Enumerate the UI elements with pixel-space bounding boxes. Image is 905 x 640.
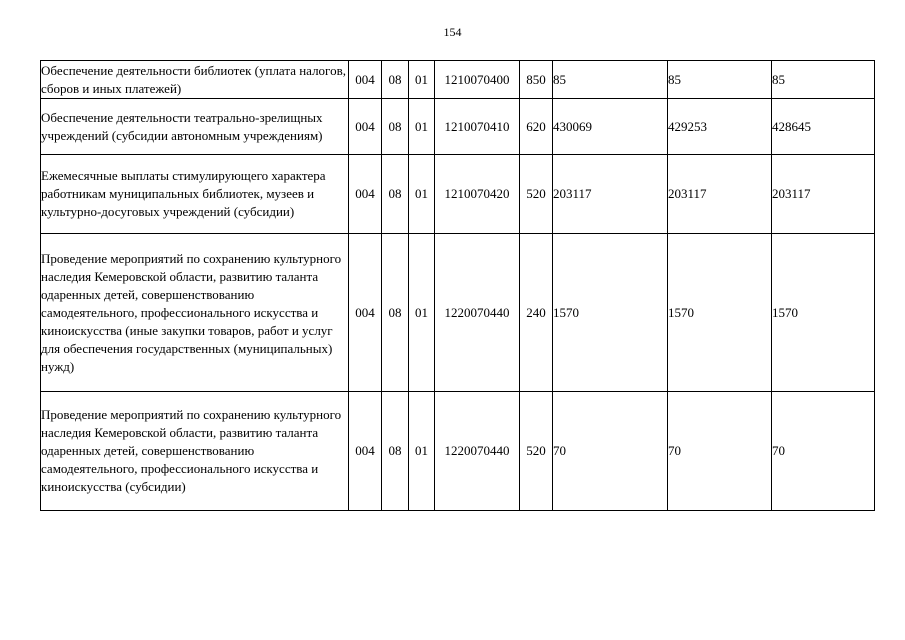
row-name-cell: Проведение мероприятий по сохранению культурного наследия Кемеровской области, развитию таланта одаренных детей, совершенствованию самодеятельного, профессионального искусства и киноискусства (иные закупки товаров, работ и услуг для обеспечения государственных (муниципальных) нужд) [41, 234, 349, 392]
subsection-code-cell: 01 [409, 234, 435, 392]
grbs-code-cell: 004 [349, 234, 382, 392]
amount-year2-cell: 1570 [668, 234, 772, 392]
section-code-cell: 08 [382, 155, 409, 234]
expense-type-cell: 520 [520, 392, 553, 511]
amount-year2-cell: 85 [668, 61, 772, 99]
row-name-cell: Проведение мероприятий по сохранению культурного наследия Кемеровской области, развитию таланта одаренных детей, совершенствованию самодеятельного, профессионального искусства и киноискусства (субсидии) [41, 392, 349, 511]
amount-year1-cell: 85 [553, 61, 668, 99]
amount-year1-cell: 1570 [553, 234, 668, 392]
amount-year3-cell: 70 [772, 392, 875, 511]
budget-table [40, 60, 875, 511]
amount-year1-cell: 70 [553, 392, 668, 511]
expense-type-cell: 240 [520, 234, 553, 392]
target-article-cell: 1210070400 [435, 61, 520, 99]
grbs-code-cell: 004 [349, 392, 382, 511]
row-name-cell: Обеспечение деятельности библиотек (уплата налогов, сборов и иных платежей) [41, 61, 349, 99]
subsection-code-cell: 01 [409, 392, 435, 511]
expense-type-cell: 520 [520, 155, 553, 234]
page-number: 154 [443, 25, 462, 39]
amount-year1-cell: 203117 [553, 155, 668, 234]
table-row [41, 61, 875, 99]
amount-year3-cell: 203117 [772, 155, 875, 234]
amount-year3-cell: 428645 [772, 99, 875, 155]
amount-year1-cell: 430069 [553, 99, 668, 155]
section-code-cell: 08 [382, 99, 409, 155]
row-name-cell: Обеспечение деятельности театрально-зрелищных учреждений (субсидии автономным учреждениям) [41, 99, 349, 155]
target-article-cell: 1220070440 [435, 392, 520, 511]
section-code-cell: 08 [382, 61, 409, 99]
grbs-code-cell: 004 [349, 99, 382, 155]
subsection-code-cell: 01 [409, 61, 435, 99]
amount-year2-cell: 429253 [668, 99, 772, 155]
row-name-cell: Ежемесячные выплаты стимулирующего характера работникам муниципальных библиотек, музеев и культурно-досуговых учреждений (субсидии) [41, 155, 349, 234]
section-code-cell: 08 [382, 234, 409, 392]
amount-year3-cell: 85 [772, 61, 875, 99]
table-row [41, 392, 875, 511]
amount-year3-cell: 1570 [772, 234, 875, 392]
table-row [41, 234, 875, 392]
expense-type-cell: 850 [520, 61, 553, 99]
section-code-cell: 08 [382, 392, 409, 511]
target-article-cell: 1220070440 [435, 234, 520, 392]
target-article-cell: 1210070420 [435, 155, 520, 234]
subsection-code-cell: 01 [409, 99, 435, 155]
target-article-cell: 1210070410 [435, 99, 520, 155]
amount-year2-cell: 203117 [668, 155, 772, 234]
table-row [41, 155, 875, 234]
grbs-code-cell: 004 [349, 155, 382, 234]
amount-year2-cell: 70 [668, 392, 772, 511]
table-row [41, 99, 875, 155]
subsection-code-cell: 01 [409, 155, 435, 234]
expense-type-cell: 620 [520, 99, 553, 155]
grbs-code-cell: 004 [349, 61, 382, 99]
